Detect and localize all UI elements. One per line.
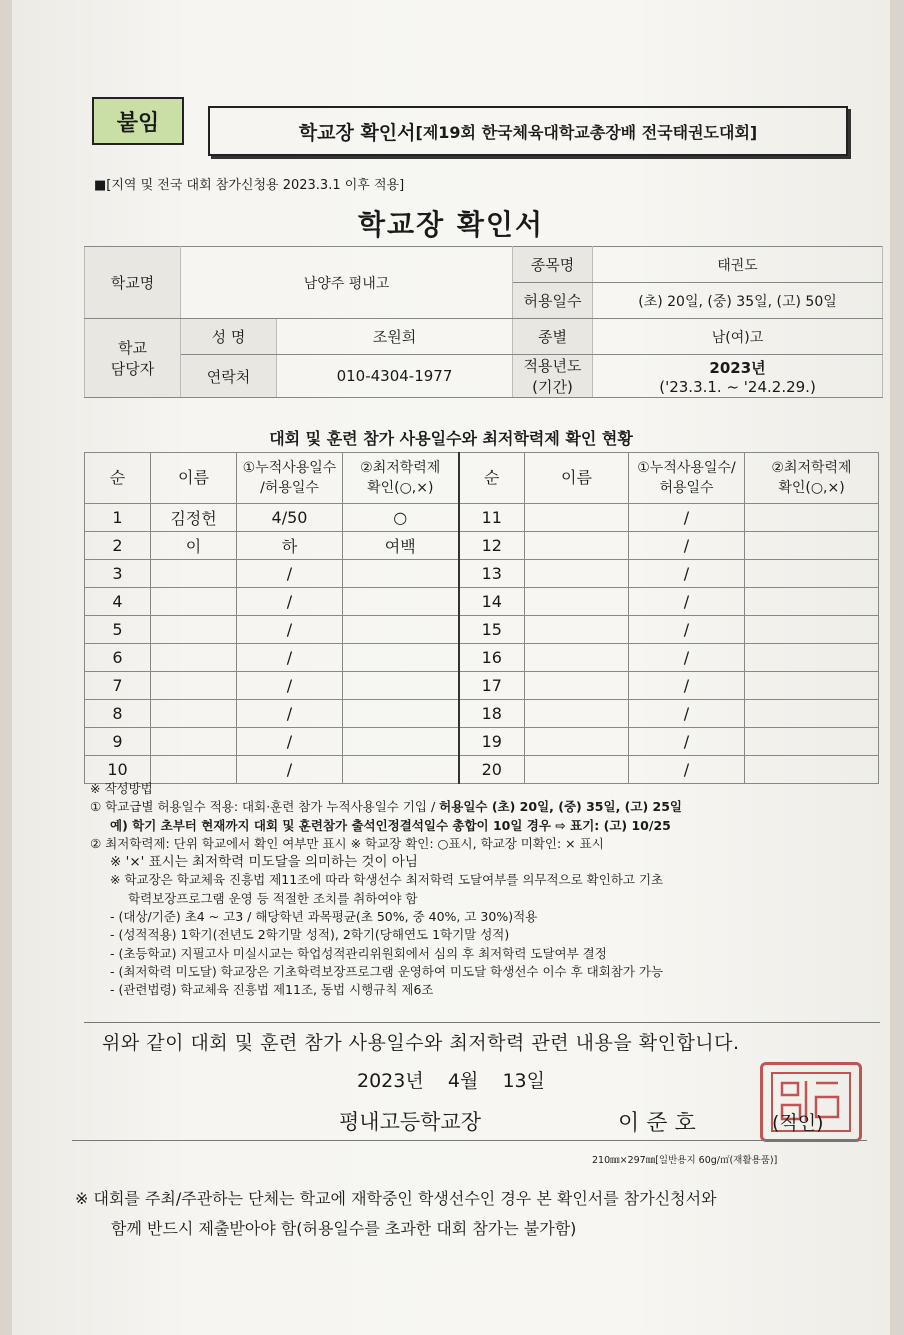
name-label: 성 명 (181, 319, 277, 355)
roster-name-cell-right (525, 588, 629, 616)
contact-value: 010-4304-1977 (277, 355, 513, 398)
roster-name-cell-right (525, 616, 629, 644)
header-days-right-line2: 허용일수 (659, 480, 714, 496)
header-title-box (208, 106, 848, 156)
divider-bottom (72, 1140, 867, 1141)
table-row (85, 644, 879, 672)
roster-name-cell (151, 560, 237, 588)
roster-no-cell: 7 (85, 672, 151, 700)
name-value: 조원희 (277, 319, 513, 355)
roster-grade-cell-right (745, 700, 879, 728)
allowed-days-label: 허용일수 (513, 283, 593, 319)
roster-days-cell: / (237, 700, 343, 728)
event-value: 태권도 (593, 247, 883, 283)
roster-name-cell-right (525, 728, 629, 756)
roster-name-cell (151, 728, 237, 756)
roster-no-cell-right: 16 (459, 644, 525, 672)
attachment-tag: 붙임 (92, 97, 184, 145)
header-grade-line2: 확인(○,×) (367, 480, 434, 496)
header-no: 순 (85, 453, 151, 504)
roster-name-cell-right (525, 560, 629, 588)
roster-no-cell: 6 (85, 644, 151, 672)
header-days-right (629, 453, 745, 504)
school-label: 학교명 (85, 247, 181, 319)
table-row (85, 616, 879, 644)
school-info-table (84, 246, 883, 398)
instructions (90, 780, 875, 1000)
header-name-right: 이름 (525, 453, 629, 504)
header-days-line1: ①누적사용일수 (242, 460, 337, 476)
instruction-7: - (초등학교) 지필고사 미실시교는 학업성적관리위원회에서 심의 후 최저학력 도달여부 결정 (110, 945, 607, 961)
roster-grade-cell (343, 588, 459, 616)
roster-days-cell-right: / (629, 504, 745, 532)
instruction-2: ② 최저학력제: 단위 학교에서 확인 여부만 표시 ※ 학교장 확인: ○표시, 학교장 미확인: × 표시 (90, 835, 604, 851)
header-name: 이름 (151, 453, 237, 504)
roster-no-cell-right: 20 (459, 756, 525, 784)
header-grade-right-line2: 확인(○,×) (778, 480, 845, 496)
manager-label (85, 319, 181, 398)
roster-no-cell-right: 13 (459, 560, 525, 588)
school-value: 남양주 평내고 (181, 247, 513, 319)
roster-grade-cell-right (745, 504, 879, 532)
roster-no-cell: 9 (85, 728, 151, 756)
header-grade-right-line1: ②최저학력제 (771, 460, 852, 476)
roster-no-cell: 8 (85, 700, 151, 728)
roster-days-cell-right: / (629, 616, 745, 644)
roster-grade-cell (343, 728, 459, 756)
header-grade (343, 453, 459, 504)
roster-days-cell: / (237, 644, 343, 672)
seal-label: (직인) (772, 1112, 824, 1134)
roster-table (84, 452, 879, 784)
roster-grade-cell (343, 644, 459, 672)
roster-no-cell: 10 (85, 756, 151, 784)
header-days (237, 453, 343, 504)
instruction-8: - (최저학력 미도달) 학교장은 기초학력보장프로그램 운영하여 미도달 학생선수 이수 후 대회참가 가능 (110, 963, 664, 979)
confirm-statement: 위와 같이 대회 및 훈련 참가 사용일수와 최저학력 관련 내용을 확인합니다. (102, 1032, 740, 1054)
roster-name-cell (151, 588, 237, 616)
table-row (85, 672, 879, 700)
application-note: ■[지역 및 전국 대회 참가신청용 2023.3.1 이후 적용] (94, 178, 405, 193)
header-days-right-line1: ①누적사용일수/ (637, 460, 736, 476)
roster-grade-cell-right (745, 616, 879, 644)
roster-grade-cell-right (745, 588, 879, 616)
roster-no-cell: 1 (85, 504, 151, 532)
roster-grade-cell (343, 616, 459, 644)
instructions-heading: ※ 작성방법 (90, 781, 153, 796)
year-value (593, 355, 883, 398)
submission-note-line1: ※ 대회를 주최/주관하는 단체는 학교에 재학중인 학생선수인 경우 본 확인서를 참가신청서와 (75, 1189, 717, 1208)
roster-days-cell-right: / (629, 644, 745, 672)
instruction-5: - (대상/기준) 초4 ~ 고3 / 해당학년 과목평균(초 50%, 중 40%, 고 30%)적용 (110, 909, 538, 925)
header-title-main: 학교장 확인서 (298, 121, 416, 144)
roster-days-cell: / (237, 728, 343, 756)
roster-grade-cell (343, 672, 459, 700)
roster-no-cell: 5 (85, 616, 151, 644)
roster-no-cell-right: 12 (459, 532, 525, 560)
roster-days-cell-right: / (629, 588, 745, 616)
roster-title: 대회 및 훈련 참가 사용일수와 최저학력제 확인 현황 (269, 429, 633, 448)
year-label-line2: (기간) (532, 378, 573, 396)
year-value-line2: ('23.3.1. ~ '24.2.29.) (659, 377, 816, 396)
manager-label-line2: 담당자 (110, 360, 155, 378)
instruction-6: - (성적적용) 1학기(전년도 2학기말 성적), 2학기(당해연도 1학기말 성적) (110, 927, 510, 943)
roster-header-row (85, 453, 879, 504)
roster-days-cell-right: / (629, 672, 745, 700)
event-label: 종목명 (513, 247, 593, 283)
roster-grade-cell-right (745, 644, 879, 672)
roster-name-cell (151, 672, 237, 700)
instruction-4b: 학력보장프로그램 운영 등 적절한 조치를 취하여야 함 (128, 890, 418, 906)
roster-no-cell-right: 15 (459, 616, 525, 644)
roster-days-cell: / (237, 560, 343, 588)
confirm-date: 2023년 4월 13일 (357, 1070, 545, 1092)
roster-grade-cell (343, 560, 459, 588)
page-title: 학교장 확인서 (357, 208, 545, 241)
instruction-1c: 예) 학기 초부터 현재까지 대회 및 훈련참가 출석인정결석일수 총합이 10일 경우 ⇨ 표기: (고) 10/25 (110, 817, 671, 833)
header-grade-right (745, 453, 879, 504)
principal-title: 평내고등학교장 (339, 1110, 482, 1134)
instruction-9: - (관련법령) 학교체육 진흥법 제11조, 동법 시행규칙 제6조 (110, 982, 434, 998)
allowed-days-value: (초) 20일, (중) 35일, (고) 50일 (593, 283, 883, 319)
roster-no-cell: 2 (85, 532, 151, 560)
roster-grade-cell-right (745, 532, 879, 560)
table-row (85, 504, 879, 532)
table-row (85, 560, 879, 588)
roster-days-cell-right: / (629, 532, 745, 560)
roster-days-cell: 4/50 (237, 504, 343, 532)
gender-value: 남(여)고 (593, 319, 883, 355)
roster-name-cell-right (525, 644, 629, 672)
roster-no-cell-right: 19 (459, 728, 525, 756)
roster-grade-cell (343, 700, 459, 728)
roster-name-cell: 이 (151, 532, 237, 560)
instruction-1a: ① 학교급별 허용일수 적용: 대회·훈련 참가 누적사용일수 기입 / (90, 799, 440, 815)
instruction-4a: ※ 학교장은 학교체육 진흥법 제11조에 따라 학생선수 최저학력 도달여부를 의무적으로 확인하고 기초 (110, 872, 664, 888)
instruction-1b: 허용일수 (초) 20일, (중) 35일, (고) 25일 (439, 799, 682, 815)
header-days-line2: /허용일수 (260, 480, 319, 496)
roster-days-cell: / (237, 616, 343, 644)
roster-name-cell (151, 644, 237, 672)
header-grade-line1: ②최저학력제 (360, 460, 441, 476)
manager-label-line1: 학교 (118, 339, 147, 357)
instruction-1 (90, 798, 875, 816)
header-no-right: 순 (459, 453, 525, 504)
roster-grade-cell-right (745, 560, 879, 588)
submission-note-line2: 함께 반드시 제출받아야 함(허용일수를 초과한 대회 참가는 불가함) (111, 1219, 577, 1238)
header-title-sub: [제19회 한국체육대학교총장배 전국태권도대회] (415, 122, 758, 142)
year-value-line1: 2023년 (709, 358, 766, 377)
roster-grade-cell: 여백 (343, 532, 459, 560)
roster-days-cell-right: / (629, 756, 745, 784)
roster-name-cell-right (525, 504, 629, 532)
paper-size-note: 210㎜×297㎜[일반용지 60g/㎡(재활용품)] (592, 1155, 778, 1166)
roster-grade-cell-right (745, 672, 879, 700)
roster-no-cell: 3 (85, 560, 151, 588)
roster-days-cell: / (237, 588, 343, 616)
roster-name-cell-right (525, 700, 629, 728)
table-row (85, 532, 879, 560)
roster-name-cell (151, 616, 237, 644)
roster-days-cell: / (237, 756, 343, 784)
roster-no-cell-right: 17 (459, 672, 525, 700)
contact-label: 연락처 (181, 355, 277, 398)
roster-no-cell-right: 11 (459, 504, 525, 532)
roster-no-cell-right: 14 (459, 588, 525, 616)
instruction-3: ※ '×' 표시는 최저학력 미도달을 의미하는 것이 아님 (110, 854, 418, 871)
table-row (85, 588, 879, 616)
roster-days-cell: 하 (237, 532, 343, 560)
roster-name-cell-right (525, 532, 629, 560)
roster-name-cell: 김정헌 (151, 504, 237, 532)
year-label-line1: 적용년도 (523, 357, 582, 375)
divider-top (84, 1022, 880, 1023)
roster-no-cell-right: 18 (459, 700, 525, 728)
roster-name-cell (151, 700, 237, 728)
table-row (85, 728, 879, 756)
roster-days-cell-right: / (629, 728, 745, 756)
year-label (513, 355, 593, 398)
submission-note (75, 1184, 717, 1244)
roster-name-cell-right (525, 672, 629, 700)
table-row (85, 700, 879, 728)
roster-grade-cell: ○ (343, 504, 459, 532)
roster-days-cell: / (237, 672, 343, 700)
roster-days-cell-right: / (629, 560, 745, 588)
roster-grade-cell-right (745, 728, 879, 756)
document-page (12, 0, 890, 1335)
roster-no-cell: 4 (85, 588, 151, 616)
principal-name: 이 준 호 (618, 1111, 696, 1136)
gender-label: 종별 (513, 319, 593, 355)
roster-days-cell-right: / (629, 700, 745, 728)
